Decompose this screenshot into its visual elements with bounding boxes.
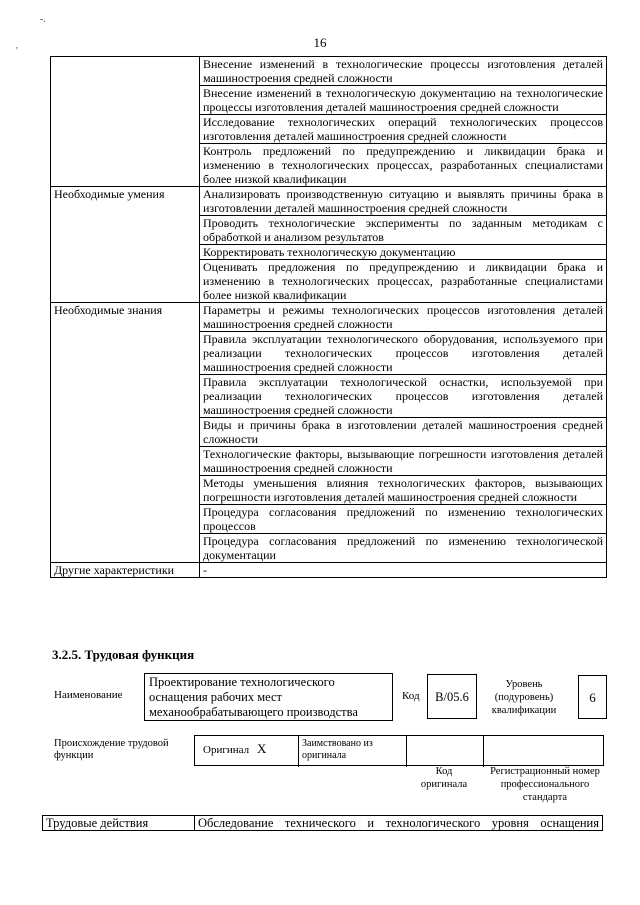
table-cell: - <box>200 563 607 578</box>
code-field: B/05.6 <box>427 674 477 719</box>
table-cell: Внесение изменений в технологическую документацию на технологические процессы изготовления деталей машиностроения средней сложности <box>200 86 607 115</box>
table-row <box>51 57 607 86</box>
table-cell: Правила эксплуатации технологического оборудования, используемого при реализации технологических процессов изготовления деталей машиностроения средней сложности <box>200 332 607 375</box>
table-cell: Правила эксплуатации технологической оснастки, используемой при реализации технологических процессов изготовления деталей машиностроения средней сложности <box>200 375 607 418</box>
row-category-label: Необходимые умения <box>51 187 200 303</box>
labor-actions-table <box>42 815 603 831</box>
original-label: Оригинал <box>203 744 250 756</box>
table-cell: Проводить технологические эксперименты по заданным методикам с обработкой и анализом результатов <box>200 216 607 245</box>
table-cell: Внесение изменений в технологические процессы изготовления деталей машиностроения средней сложности <box>200 57 607 86</box>
table-row <box>51 563 607 578</box>
section-title: 3.2.5. Трудовая функция <box>52 647 195 662</box>
characteristics-table <box>50 56 607 578</box>
original-checkmark: X <box>257 741 267 756</box>
table-cell: Технологические факторы, вызывающие погрешности изготовления деталей машиностроения средней сложности <box>200 447 607 476</box>
table-cell: Исследование технологических операций технологических процессов изготовления деталей машиностроения средней сложности <box>200 115 607 144</box>
table-row <box>51 303 607 332</box>
row-category-label <box>51 57 200 187</box>
page-number: 16 <box>313 35 327 50</box>
function-name-field: Проектирование технологического оснащения рабочих мест механообрабатывающего производства <box>144 673 393 721</box>
corner-mark-top: -. <box>40 14 46 25</box>
labor-action-item: Обследование технического и технологического уровня оснащения <box>195 816 603 831</box>
table-cell: Анализировать производственную ситуацию и выявлять причины брака в изготовлении деталей машиностроения средней сложности <box>200 187 607 216</box>
borrowed-label: Заимствовано из оригинала <box>302 738 373 761</box>
origin-table <box>194 735 604 766</box>
name-label: Наименование <box>54 689 123 701</box>
origin-divider <box>298 736 299 767</box>
level-label: Уровень (подуровень) квалификации <box>491 679 557 716</box>
labor-actions-label: Трудовые действия <box>43 816 195 831</box>
origin-divider <box>483 736 484 767</box>
level-field: 6 <box>578 675 607 719</box>
table-cell: Оценивать предложения по предупреждению и ликвидации брака и изменению в технологических процессах, разработанные специалистами более низкой квалификации <box>200 260 607 303</box>
corner-mark-left: ' <box>16 46 18 57</box>
origin-divider <box>406 736 407 767</box>
table-cell: Параметры и режимы технологических процессов изготовления деталей машиностроения средней сложности <box>200 303 607 332</box>
table-cell: Виды и причины брака в изготовлении деталей машиностроения средней сложности <box>200 418 607 447</box>
table-cell: Процедура согласования предложений по изменению технологической документации <box>200 534 607 563</box>
table-cell: Методы уменьшения влияния технологических факторов, вызывающих погрешности изготовления деталей машиностроения средней сложности <box>200 476 607 505</box>
row-category-label: Другие характеристики <box>51 563 200 578</box>
table-cell: Процедура согласования предложений по изменению технологических процессов <box>200 505 607 534</box>
labor-action-row <box>43 816 603 831</box>
row-category-label: Необходимые знания <box>51 303 200 563</box>
table-cell: Корректировать технологическую документацию <box>200 245 607 260</box>
table-row <box>51 187 607 216</box>
reg-number-label: Регистрационный номер профессионального стандарта <box>490 766 600 803</box>
code-label: Код <box>402 690 420 702</box>
origin-label: Происхождение трудовой функции <box>54 738 169 761</box>
table-cell: Контроль предложений по предупреждению и ликвидации брака и изменению в технологических процессах, разработанных специалистами более низкой квалификации <box>200 144 607 187</box>
code-original-label: Код оригинала <box>420 766 468 790</box>
